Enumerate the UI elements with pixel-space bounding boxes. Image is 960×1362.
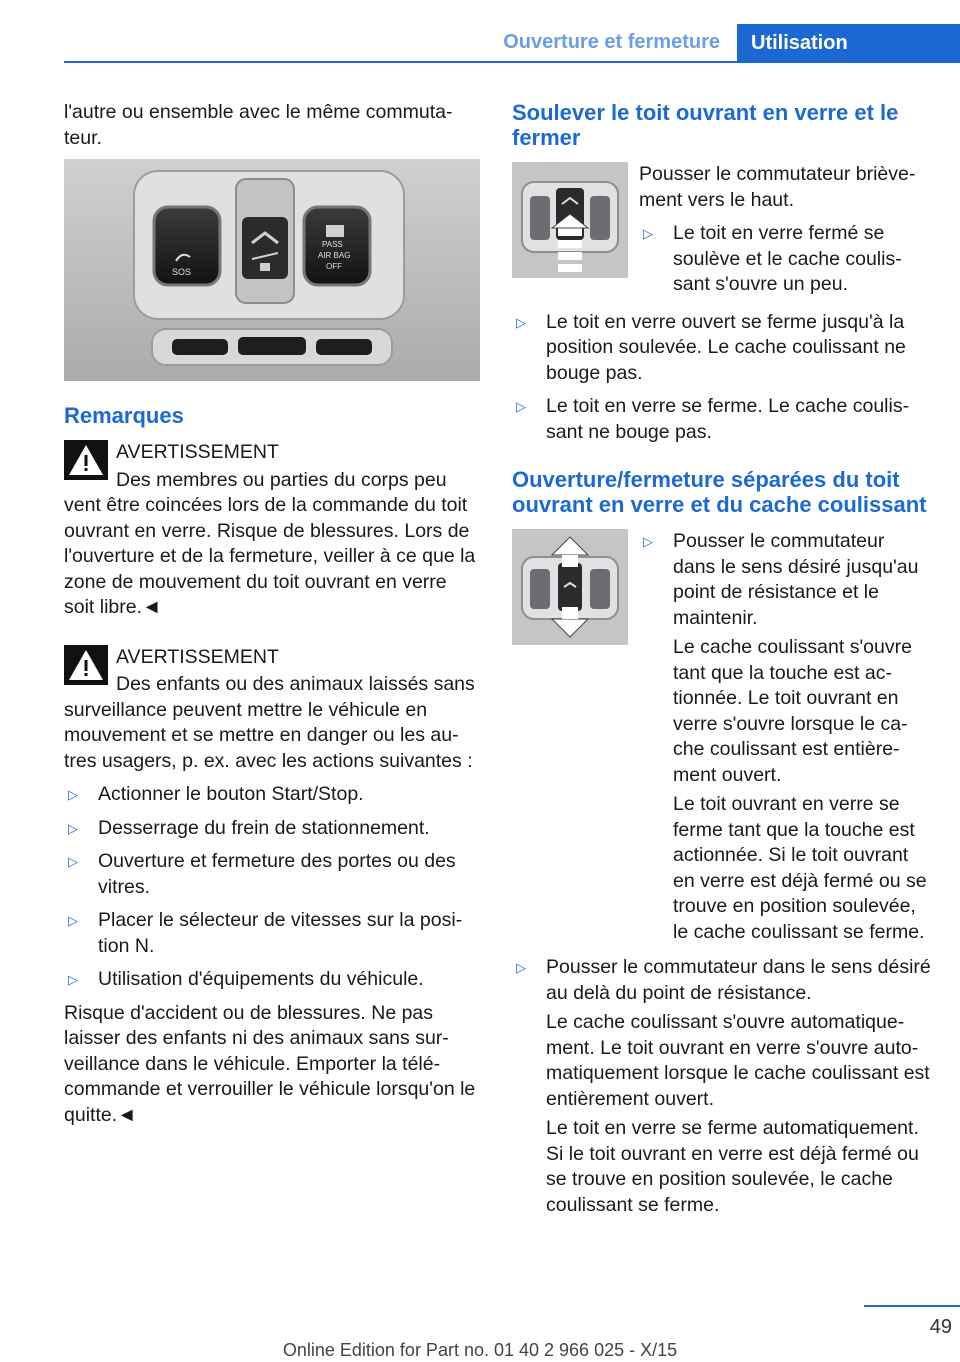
right-column — [512, 100, 932, 1226]
triangle-bullet-icon: ▷ — [516, 314, 526, 330]
triangle-bullet-icon: ▷ — [516, 960, 526, 975]
airbag-label: AIR BAG — [318, 251, 351, 260]
warning-text-first: Des enfants ou des animaux laissés sans — [116, 673, 475, 695]
separate-list — [512, 955, 932, 1218]
running-header-tab: Utilisation — [737, 24, 960, 62]
sos-label: SOS — [172, 267, 192, 277]
list-item: ▷ Desserrage du frein de stationnement. — [64, 816, 482, 842]
warning-block-1 — [64, 440, 482, 621]
lift-list-beside — [639, 221, 932, 298]
warning-closing-text: Risque d'accident ou de blessures. Ne pas laisser des enfants ni des animaux sans surveillance dans le véhicule. Emporter la télécommande et verrouiller le véhicule lorsqu'on le quitte.◄ — [64, 1001, 476, 1126]
triangle-bullet-icon: ▷ — [68, 913, 78, 928]
remarks-heading: Remarques — [64, 403, 184, 428]
switch-up-figure — [512, 162, 628, 306]
list-item: ▷ Placer le sélecteur de vitesses sur la position N. — [68, 909, 463, 957]
running-header-section: Ouverture et fermeture — [503, 31, 720, 53]
page-number: 49 — [929, 1316, 952, 1338]
lift-instruction-row — [512, 162, 932, 306]
off-label: OFF — [326, 262, 342, 271]
lift-list — [512, 310, 932, 446]
warning-title: AVERTISSEMENT — [116, 441, 279, 463]
section-heading-separate: Ouverture/fermeture séparées du toit ouvrant en verre et du cache coulissant — [512, 467, 927, 517]
warning-title: AVERTISSEMENT — [116, 645, 279, 668]
footer-text: Online Edition for Part no. 01 40 2 966 025 - X/15 — [282, 1340, 678, 1360]
switch-updown-figure — [512, 529, 628, 953]
lift-intro-text: Pousser le commutateur brièvement vers le haut. — [639, 163, 916, 211]
triangle-bullet-icon: ▷ — [643, 534, 653, 549]
left-column — [64, 100, 482, 1136]
list-item: ▷ Le toit en verre ouvert se ferme jusqu'à la position soulevée. Le cache coulissant ne bouge pas. — [516, 310, 906, 384]
overhead-console-figure — [64, 159, 480, 381]
list-item: ▷ Pousser le commutateur dans le sens désiré jusqu'au point de résistance et le maintenir. Le cache coulissant s'ouvre tant que la touche est actionnée. Le toit ouvrant en verre s'ouvre lorsque le cache coulissant est entièrement ouvert. Le toit ouvrant en verre se ferme tant que la touche est actionnée. Si le toit ouvrant en verre est déjà fermé ou se trouve en position soulevée, le cache coulissant se ferme. — [643, 530, 927, 943]
section-heading-lift: Soulever le toit ouvrant en verre et le fermer — [512, 100, 899, 150]
warning-text-first: Des membres ou parties du corps peu — [116, 468, 447, 491]
triangle-bullet-icon: ▷ — [68, 972, 78, 987]
warning-block-2 — [64, 645, 482, 775]
header-rule — [64, 61, 960, 63]
list-item: ▷ Le toit en verre fermé se soulève et le cache coulissant s'ouvre un peu. — [643, 222, 902, 295]
separate-list-beside — [639, 529, 932, 945]
separate-instruction-row — [512, 529, 932, 953]
footer-rule — [864, 1305, 960, 1307]
warning-action-list — [64, 782, 482, 993]
list-item: ▷ Ouverture et fermeture des portes ou des vitres. — [68, 850, 456, 898]
triangle-bullet-icon: ▷ — [68, 787, 78, 802]
list-item: ▷ Pousser le commutateur dans le sens désiré au delà du point de résistance. Le cache coulissant s'ouvre automatiquement. Le toit ouvrant en verre s'ouvre automatiquement lorsque le cache coulissant est entièrement ouvert. Le toit en verre se ferme automatiquement. Si le toit ouvrant en verre est déjà fermé ou se trouve en position soulevée, le cache coulissant se ferme. — [516, 956, 931, 1216]
triangle-bullet-icon: ▷ — [68, 820, 78, 836]
intro-text: l'autre ou ensemble avec le même commutateur. — [64, 101, 453, 149]
list-item: ▷ Le toit en verre se ferme. Le cache coulissant ne bouge pas. — [516, 395, 910, 443]
warning-text-rest: vent être coincées lors de la commande du toit ouvrant en verre. Risque de blessures. Lors de l'ouverture et de la fermeture, veiller à ce que la zone de mouvement du toit ouvrant en verre soit libre.◄ — [64, 494, 476, 618]
triangle-bullet-icon: ▷ — [516, 399, 526, 414]
warning-text-rest: surveillance peuvent mettre le véhicule en mouvement et se mettre en danger ou les autres usagers, p. ex. avec les actions suivantes : — [64, 698, 473, 772]
triangle-bullet-icon: ▷ — [643, 226, 653, 241]
warning-triangle-icon — [64, 440, 108, 480]
triangle-bullet-icon: ▷ — [68, 854, 78, 869]
pass-label: PASS — [322, 240, 343, 249]
warning-triangle-icon — [64, 645, 108, 685]
list-item: ▷ Actionner le bouton Start/Stop. — [64, 782, 482, 808]
list-item: ▷ Utilisation d'équipements du véhicule. — [64, 967, 482, 993]
